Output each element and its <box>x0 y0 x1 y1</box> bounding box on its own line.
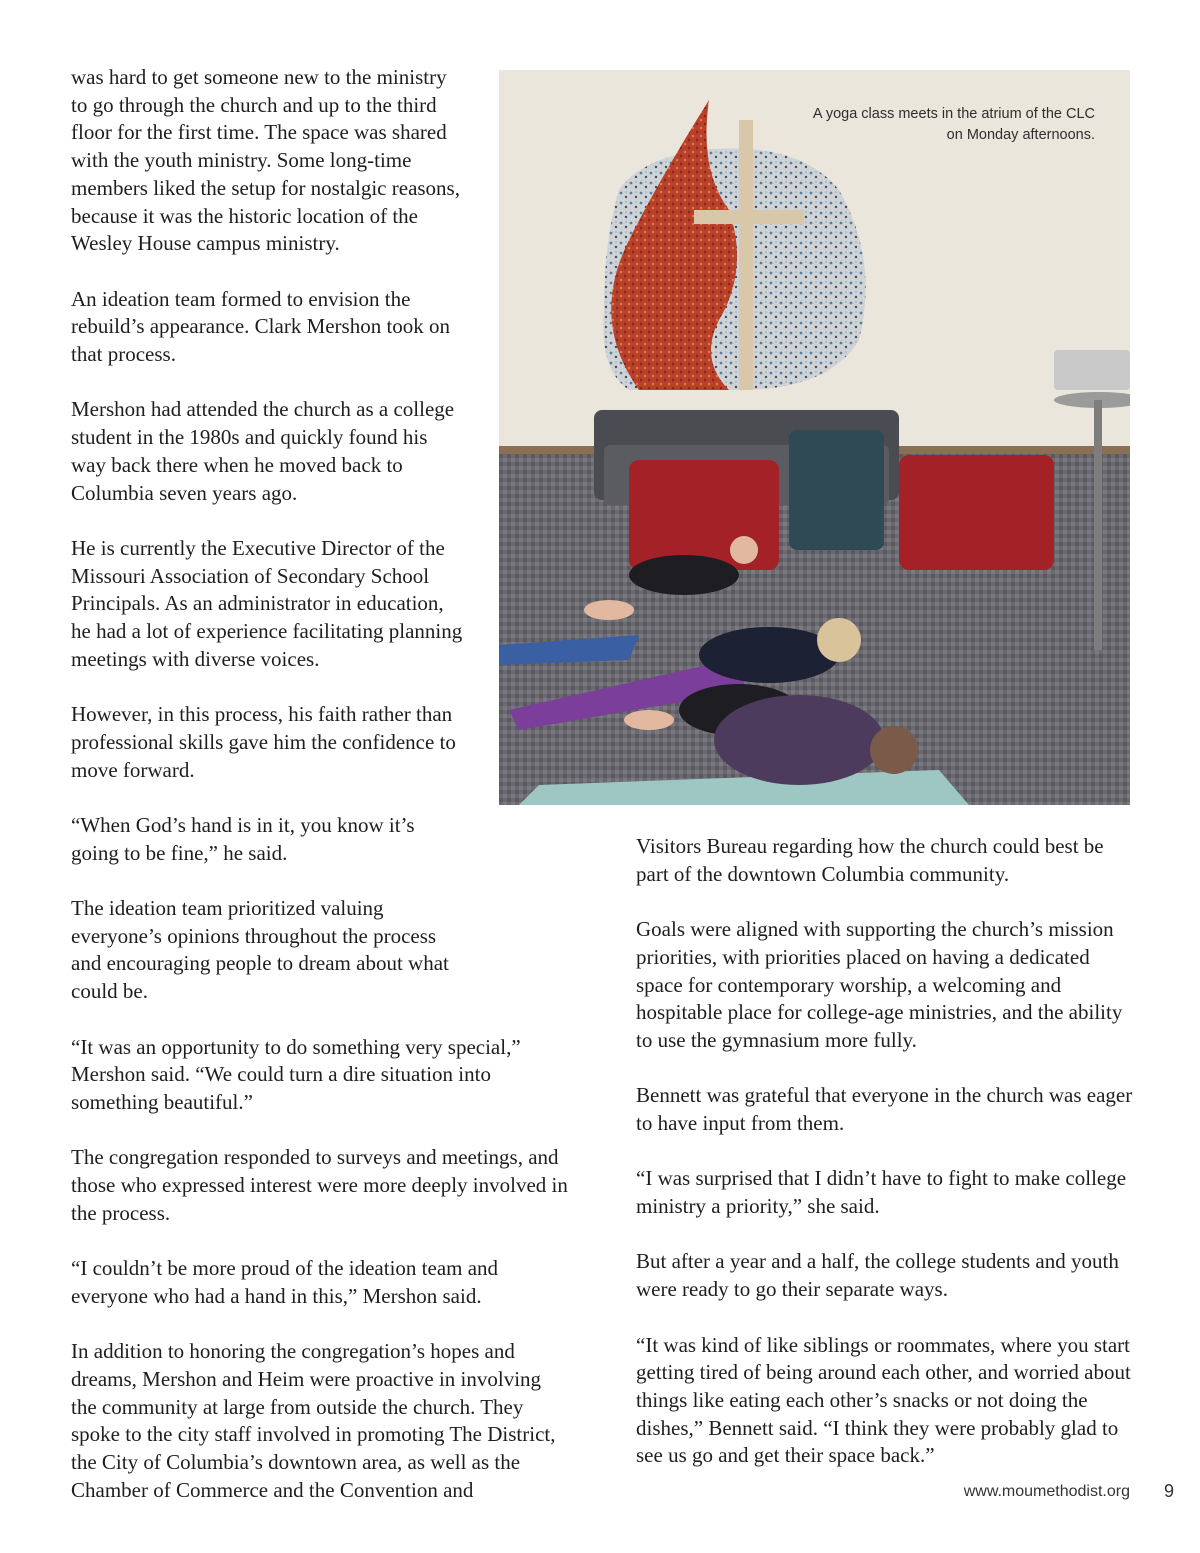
body-paragraph: “When God’s hand is in it, you know it’s going to be fine,” he said. <box>71 812 415 865</box>
body-paragraph: The ideation team prioritized valuing everyone’s opinions throughout the process and encouraging people to dream about what could be. <box>71 896 449 1004</box>
body-paragraph: However, in this process, his faith rather than professional skills gave him the confidence to move forward. <box>71 702 456 782</box>
body-paragraph: But after a year and a half, the college students and youth were ready to go their separate ways. <box>636 1249 1119 1302</box>
yoga-class-photo <box>499 70 1130 805</box>
body-paragraph: The congregation responded to surveys and meetings, and those who expressed interest were more deeply involved in the process. <box>71 1145 568 1225</box>
photo-caption: A yoga class meets in the atrium of the CLC on Monday afternoons. <box>812 106 1095 143</box>
body-paragraph: Goals were aligned with supporting the church’s mission priorities, with priorities placed on having a dedicated space for contemporary worship, a welcoming and hospitable place for college-age ministries, and the ability to use the gymnasium more fully. <box>636 917 1123 1052</box>
body-paragraph: “It was an opportunity to do something very special,” Mershon said. “We could turn a dire situation into something beautiful.” <box>71 1034 521 1114</box>
body-paragraph: “I was surprised that I didn’t have to fight to make college ministry a priority,” she said. <box>636 1166 1127 1219</box>
body-paragraph: An ideation team formed to envision the rebuild’s appearance. Clark Mershon took on that process. <box>71 286 451 367</box>
right-text-column <box>636 833 1136 1498</box>
footer-url: www.moumethodist.org <box>963 1483 1130 1500</box>
body-paragraph: Bennett was grateful that everyone in the church was eager to have input from them. <box>636 1083 1133 1135</box>
body-paragraph: was hard to get someone new to the ministry to go through the church and up to the third floor for the first time. The space was shared with the youth ministry. Some long-time members liked the setup for nostalgic reasons, because it was the historic location of the Wesley House campus ministry. <box>71 65 460 256</box>
body-paragraph: “It was kind of like siblings or roommates, where you start getting tired of being around each other, and worried about things like eating each other’s snacks or not doing the dishes,” Bennett said. “I think they were probably glad to see us go and get their space back.” <box>636 1332 1131 1468</box>
left-text-column <box>71 64 571 1532</box>
body-paragraph: He is currently the Executive Director of the Missouri Association of Secondary School Principals. As an administrator in education, he had a lot of experience facilitating planning meetings with diverse voices. <box>71 535 463 671</box>
body-paragraph: Visitors Bureau regarding how the church could best be part of the downtown Columbia community. <box>636 834 1104 886</box>
body-paragraph: In addition to honoring the congregation’s hopes and dreams, Mershon and Heim were proactive in involving the community at large from outside the church. They spoke to the city staff involved in promoting The District, the City of Columbia’s downtown area, as well as the Chamber of Commerce and the Convention and <box>71 1339 556 1502</box>
body-paragraph: “I couldn’t be more proud of the ideation team and everyone who had a hand in this,” Mershon said. <box>71 1256 499 1308</box>
body-paragraph: Mershon had attended the church as a college student in the 1980s and quickly found his way back there when he moved back to Columbia seven years ago. <box>71 397 455 505</box>
page-number: 9 <box>1163 1481 1174 1501</box>
